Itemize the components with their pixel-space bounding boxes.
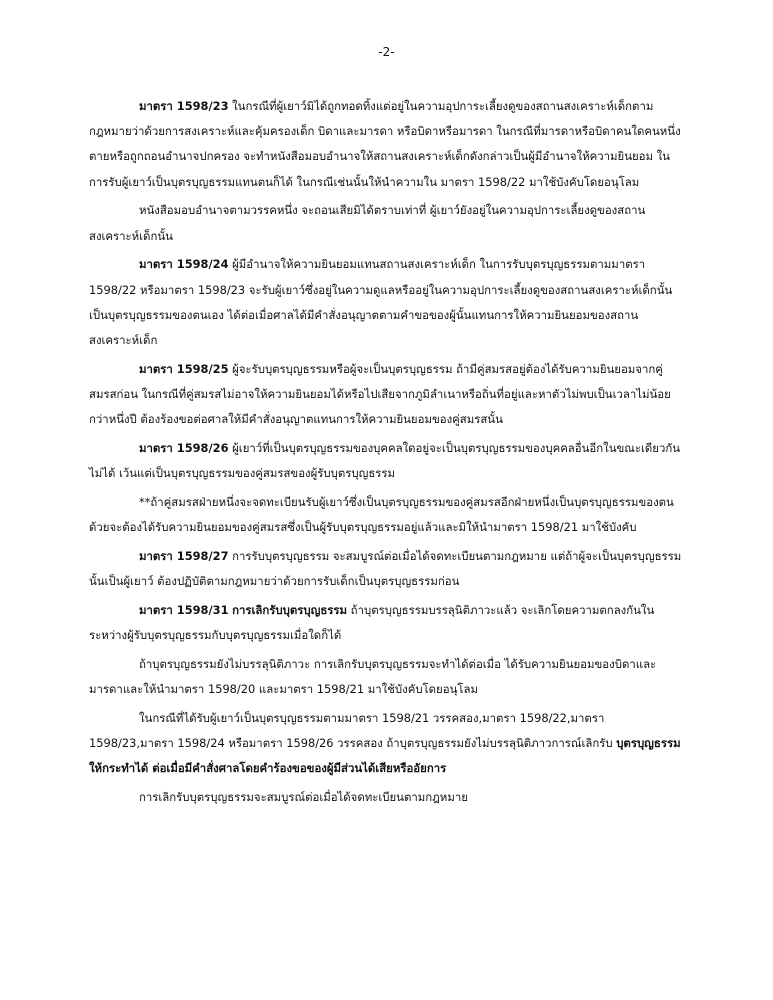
section-1598-24 xyxy=(89,252,685,353)
section-1598-31 xyxy=(89,598,685,648)
section-title: มาตรา 1598/26 xyxy=(139,441,229,456)
section-1598-26-paragraph-2: **ถ้าคู่สมรสฝ่ายหนึ่งจะจดทะเบียนรับผู้เยาว์ซึ่งเป็นบุตรบุญธรรมของคู่สมรสอีกฝ่ายหนึ่งเป็นบุตรบุญธรรมของตนด้วยจะต้องได้รับความยินยอมของคู่สมรสซึ่งเป็นผู้รับบุตรบุญธรรมอยู่แล้วและมิให้นำมาตรา 1598/21 มาใช้บังคับ xyxy=(89,495,674,535)
section-title: มาตรา 1598/25 xyxy=(139,361,229,376)
section-1598-23-paragraph-2: หนังสือมอบอำนาจตามวรรคหนึ่ง จะถอนเสียมิได้ตราบเท่าที่ ผู้เยาว์ยังอยู่ในความอุปการะเลี้ยงดูของสถานสงเคราะห์เด็กนั้น xyxy=(89,203,646,243)
section-text: ผู้มีอำนาจให้ความยินยอมแทนสถานสงเคราะห์เด็ก ในการรับบุตรบุญธรรมตามมาตรา 1598/22 หรือมาตรา 1598/23 จะรับผู้เยาว์ซึ่งอยู่ในความดูแลหรืออยู่ในความอุปการะเลี้ยงดูของสถานสงเคราะห์เด็กนั้นเป็นบุตรบุญธรรมของตนเอง ได้ต่อเมื่อศาลได้มีคำสั่งอนุญาตตามคำขอของผู้นั้นแทนการให้ความยินยอมของสถานสงเคราะห์เด็ก xyxy=(89,257,673,348)
paragraph-bold-text: บุตรบุญธรรมให้กระทำได้ ต่อเมื่อมีคำสั่งศาลโดยคำร้องขอของผู้มีส่วนได้เสียหรืออัยการ xyxy=(89,736,681,776)
document-body xyxy=(89,94,685,814)
section-text: ผู้เยาว์ที่เป็นบุตรบุญธรรมของบุคคลใดอยู่จะเป็นบุตรบุญธรรมของบุคคลอื่นอีกในขณะเดียวกันไม่ได้ เว้นแต่เป็นบุตรบุญธรรมของคู่สมรสของผู้รับบุตรบุญธรรม xyxy=(89,441,681,481)
section-1598-25 xyxy=(89,357,685,433)
section-text: ในกรณีที่ผู้เยาว์มิได้ถูกทอดทิ้งแต่อยู่ในความอุปการะเลี้ยงดูของสถานสงเคราะห์เด็กตามกฎหมายว่าด้วยการสงเคราะห์และคุ้มครองเด็ก บิดาและมารดา หรือบิดาหรือมารดา ในกรณีที่มารดาหรือบิดาคนใดคนหนึ่งตายหรือถูกถอนอำนาจปกครอง จะทำหนังสือมอบอำนาจให้สถานสงเคราะห์เด็กดังกล่าวเป็นผู้มีอำนาจให้ความยินยอม ในการรับผู้เยาว์เป็นบุตรบุญธรรมแทนตนก็ได้ ในกรณีเช่นนั้นให้นำความใน มาตรา 1598/22 มาใช้บังคับโดยอนุโลม xyxy=(89,99,681,189)
section-1598-23 xyxy=(89,94,685,195)
page-number: -2- xyxy=(378,45,395,59)
section-title: มาตรา 1598/27 xyxy=(139,549,229,564)
section-text: ผู้จะรับบุตรบุญธรรมหรือผู้จะเป็นบุตรบุญธรรม ถ้ามีคู่สมรสอยู่ต้องได้รับความยินยอมจากคู่สมรสก่อน ในกรณีที่คู่สมรสไม่อาจให้ความยินยอมได้หรือไปเสียจากภูมิลำเนาหรือถิ่นที่อยู่และหาตัวไม่พบเป็นเวลาไม่น้อยกว่าหนึ่งปี ต้องร้องขอต่อศาลให้มีคำสั่งอนุญาตแทนการให้ความยินยอมของคู่สมรสนั้น xyxy=(89,361,671,427)
section-1598-26 xyxy=(89,436,685,486)
section-title: มาตรา 1598/23 xyxy=(139,99,229,113)
paragraph-text: ในกรณีที่ได้รับผู้เยาว์เป็นบุตรบุญธรรมตามมาตรา 1598/21 วรรคสอง,มาตรา 1598/22,มาตรา 1598/23,มาตรา 1598/24 หรือมาตรา 1598/26 วรรคสอง ถ้าบุตรบุญธรรมยังไม่บรรลุนิติภาวการณ์เลิกรับ xyxy=(89,711,613,751)
section-1598-31-paragraph-2: ถ้าบุตรบุญธรรมยังไม่บรรลุนิติภาวะ การเลิกรับบุตรบุญธรรมจะทำได้ต่อเมื่อ ได้รับความยินยอมของบิดาและมารดาและให้นำมาตรา 1598/20 และมาตรา 1598/21 มาใช้บังคับโดยอนุโลม xyxy=(89,657,657,697)
section-title: มาตรา 1598/24 xyxy=(139,257,229,272)
section-text: การรับบุตรบุญธรรม จะสมบูรณ์ต่อเมื่อได้จดทะเบียนตามกฎหมาย แต่ถ้าผู้จะเป็นบุตรบุญธรรมนั้นเป็นผู้เยาว์ ต้องปฏิบัติตามกฎหมายว่าด้วยการรับเด็กเป็นบุตรบุญธรรมก่อน xyxy=(89,549,682,589)
section-1598-31-paragraph-4: การเลิกรับบุตรบุญธรรมจะสมบูรณ์ต่อเมื่อได้จดทะเบียนตามกฎหมาย xyxy=(139,790,468,805)
section-text: ถ้าบุตรบุญธรรมบรรลุนิติภาวะแล้ว จะเลิกโดยความตกลงกันในระหว่างผู้รับบุตรบุญธรรมกับบุตรบุญธรรมเมื่อใดก็ได้ xyxy=(89,603,655,643)
section-subtitle: การเลิกรับบุตรบุญธรรม xyxy=(232,603,348,618)
section-1598-31-paragraph-3 xyxy=(89,706,685,782)
section-title: มาตรา 1598/31 xyxy=(139,603,229,618)
section-1598-27 xyxy=(89,544,685,594)
